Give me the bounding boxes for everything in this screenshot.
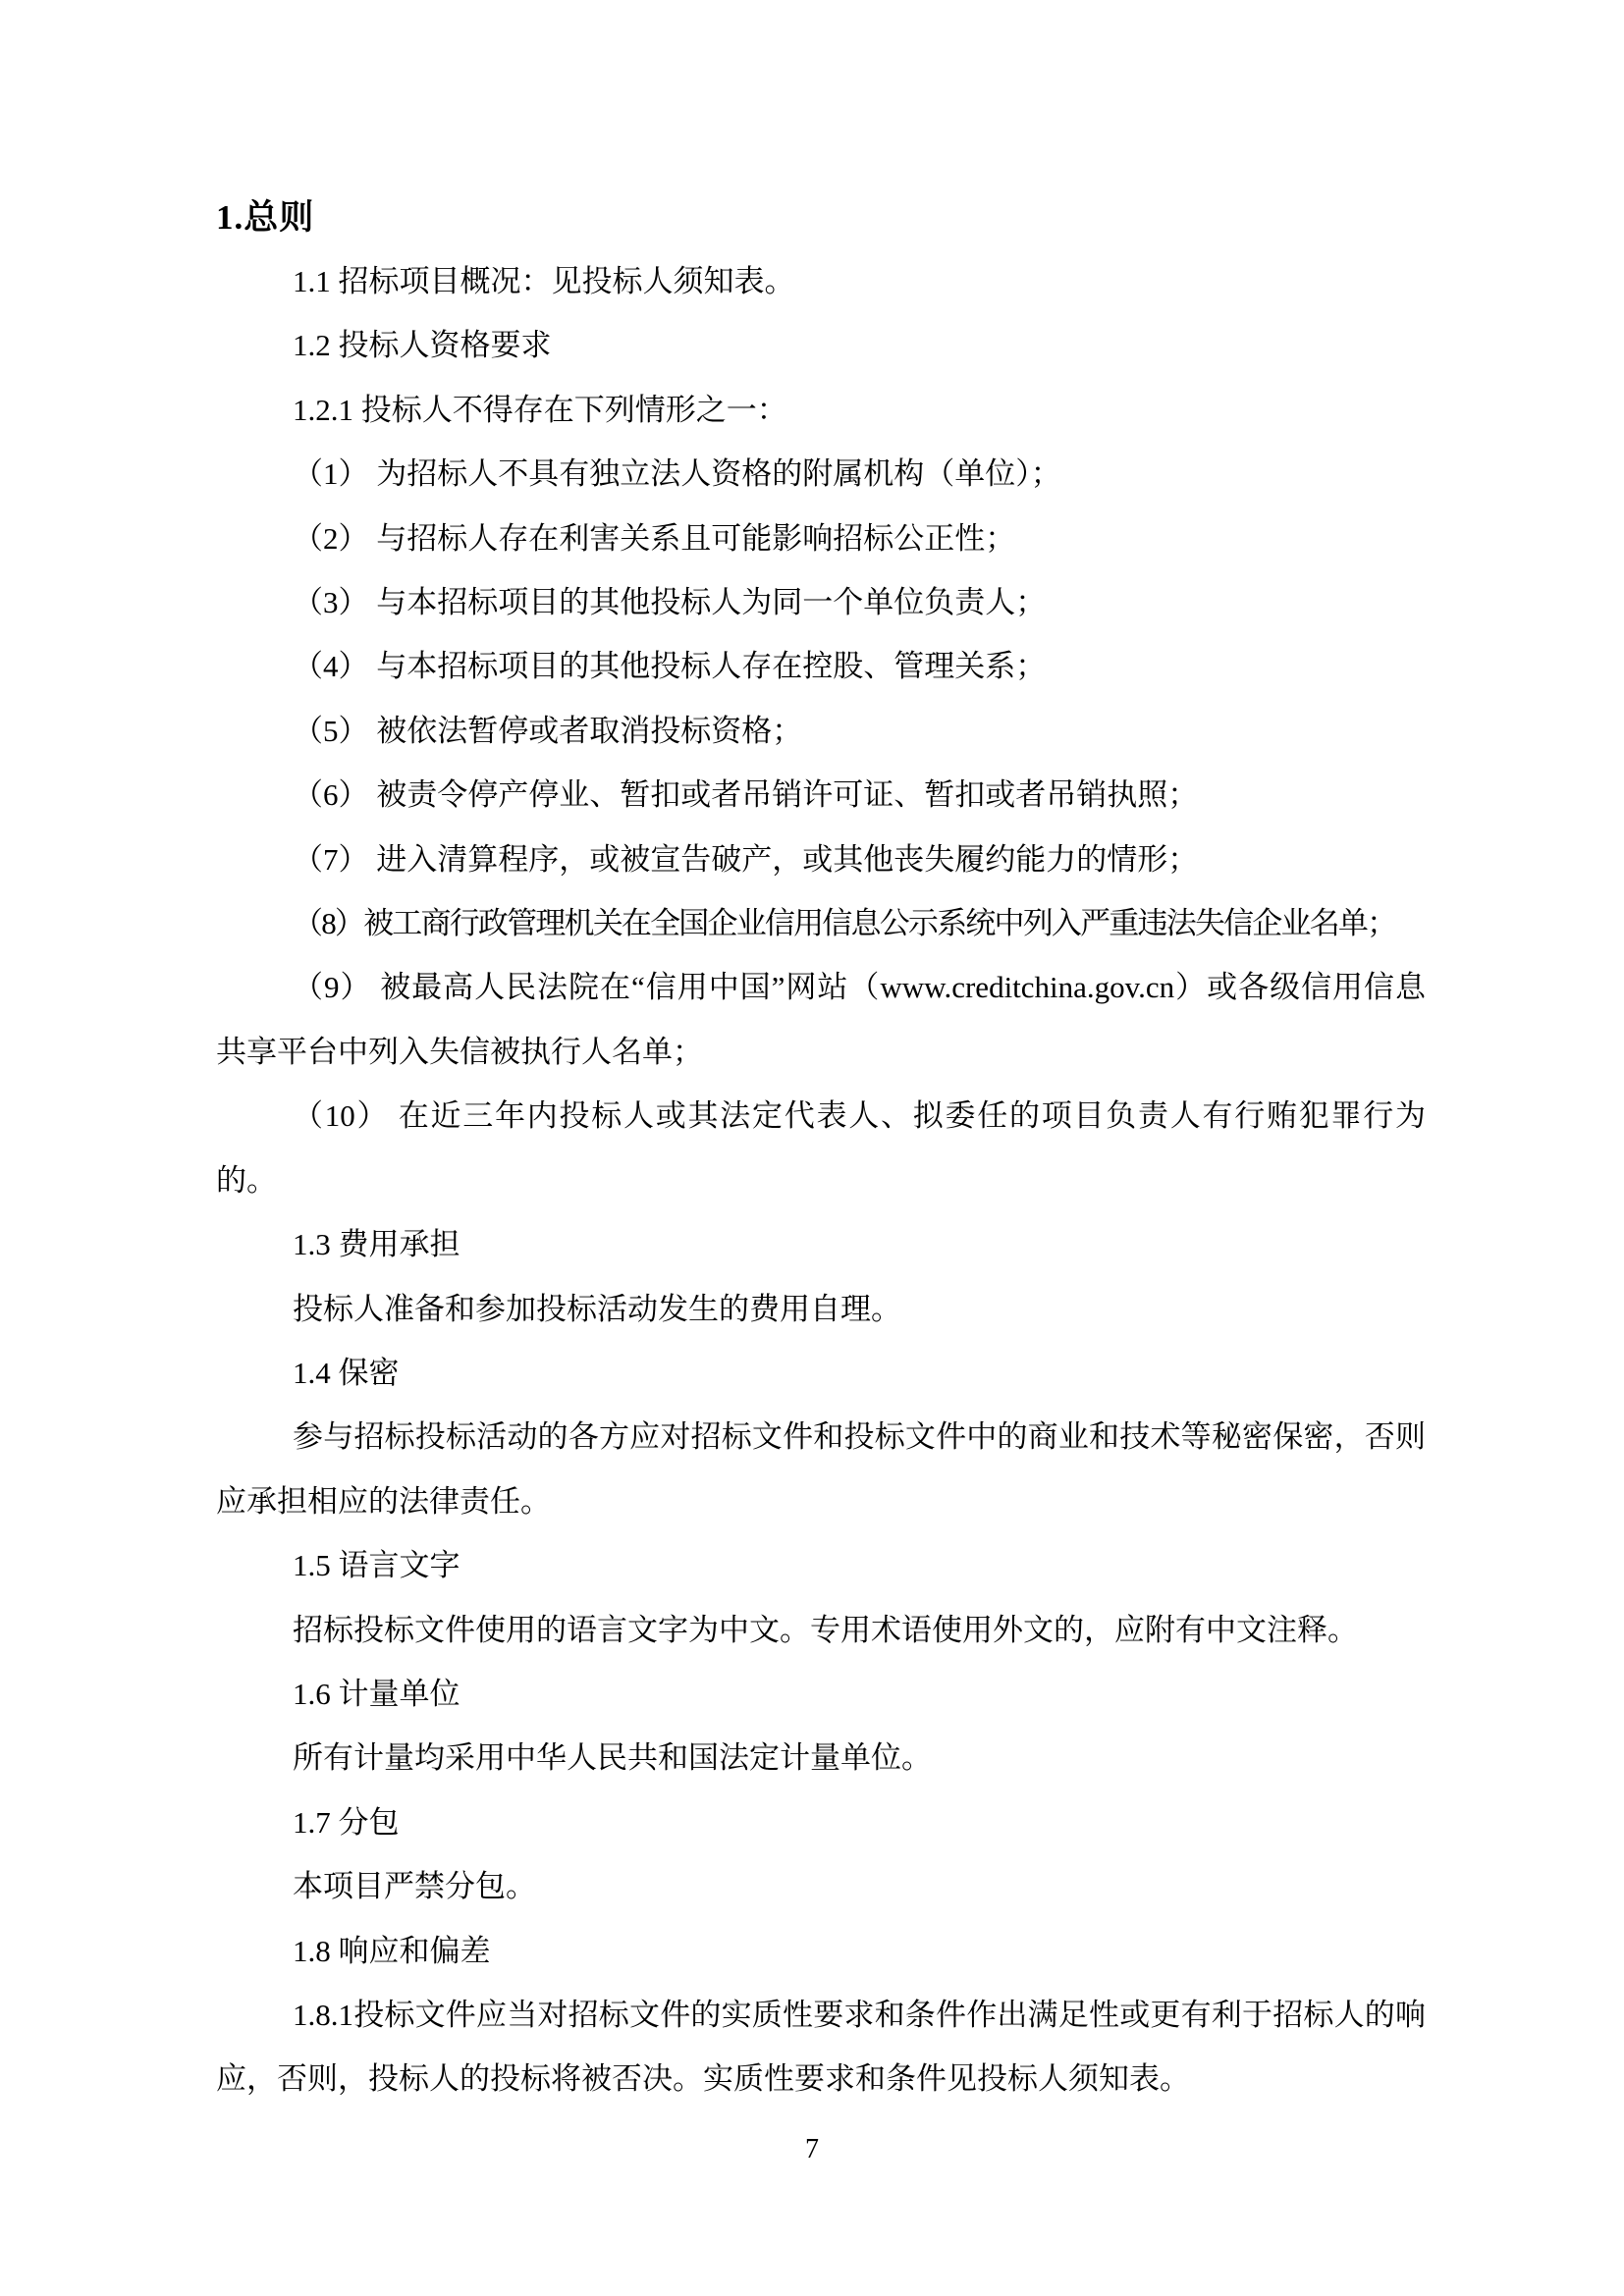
clause-1-7: 1.7 分包 [293, 1804, 400, 1840]
condition-item-1: （1） 为招标人不具有独立法人资格的附属机构（单位）； [293, 456, 1061, 492]
clause-1-2: 1.2 投标人资格要求 [293, 328, 552, 363]
condition-item-10: （10） 在近三年内投标人或其法定代表人、拟委任的项目负责人有行贿犯罪行为的。 [216, 1098, 1426, 1198]
condition-item-2: （2） 与招标人存在利害关系且可能影响招标公正性； [293, 520, 1016, 556]
clause-1-4: 1.4 保密 [293, 1355, 400, 1390]
clause-1-1: 1.1 招标项目概况：见投标人须知表。 [293, 264, 795, 298]
clause-1-6-text: 所有计量均采用中华人民共和国法定计量单位。 [293, 1740, 932, 1776]
condition-item-4: （4） 与本招标项目的其他投标人存在控股、管理关系； [293, 649, 1047, 684]
condition-item-6: （6） 被责令停产停业、暂扣或者吊销许可证、暂扣或者吊销执照； [293, 777, 1199, 813]
clause-1-5: 1.5 语言文字 [293, 1548, 460, 1583]
section-content [216, 186, 1426, 2111]
condition-item-3: （3） 与本招标项目的其他投标人为同一个单位负责人； [293, 585, 1047, 620]
clause-1-3-text: 投标人准备和参加投标活动发生的费用自理。 [293, 1291, 901, 1326]
condition-item-5: （5） 被依法暂停或者取消投标资格； [293, 713, 803, 748]
clause-1-8-1-text: 1.8.1投标文件应当对招标文件的实质性要求和条件作出满足性或更有利于招标人的响应，否则，投标人的投标将被否决。实质性要求和条件见投标人须知表。 [216, 1997, 1426, 2097]
page-number: 7 [805, 2134, 819, 2164]
clause-1-8: 1.8 响应和偏差 [293, 1933, 491, 1968]
clause-1-4-text: 参与招标投标活动的各方应对招标文件和投标文件中的商业和技术等秘密保密，否则应承担相应的法律责任。 [216, 1419, 1426, 1519]
condition-item-7: （7） 进入清算程序，或被宣告破产，或其他丧失履约能力的情形； [293, 841, 1199, 877]
condition-item-8: （8）被工商行政管理机关在全国企业信用信息公示系统中列入严重违法失信企业名单； [293, 906, 1396, 941]
clause-1-3: 1.3 费用承担 [293, 1227, 460, 1262]
condition-item-9: （9） 被最高人民法院在“信用中国”网站（www.creditchina.gov.cn）或各级信用信息共享平台中列入失信被执行人名单； [216, 970, 1426, 1069]
clause-1-2-1: 1.2.1 投标人不得存在下列情形之一： [293, 392, 787, 427]
clause-1-6: 1.6 计量单位 [293, 1676, 460, 1711]
section-heading: 1.总则 [216, 198, 315, 237]
clause-1-7-text: 本项目严禁分包。 [293, 1869, 536, 1904]
clause-1-5-text: 招标投标文件使用的语言文字为中文。专用术语使用外文的，应附有中文注释。 [293, 1612, 1358, 1647]
